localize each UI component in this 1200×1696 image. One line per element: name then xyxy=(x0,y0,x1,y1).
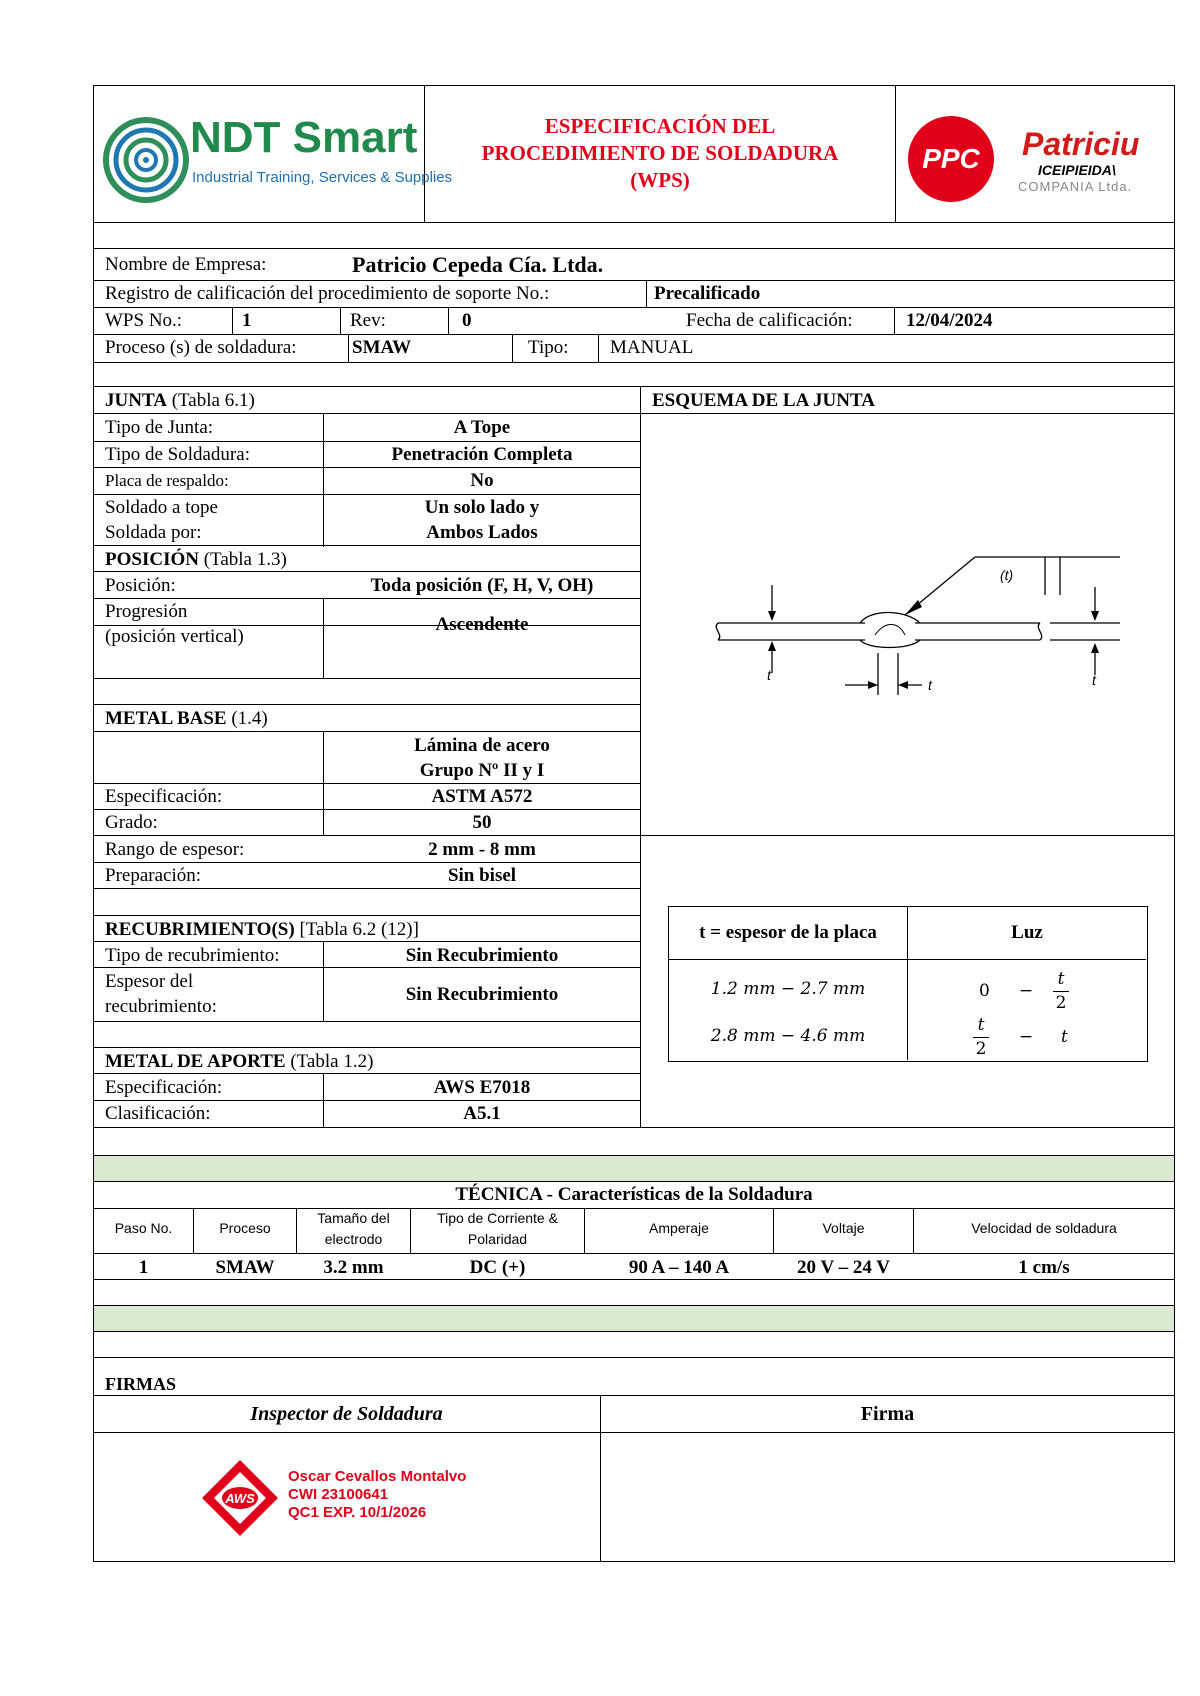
empresa-value: Patricio Cepeda Cía. Ltda. xyxy=(352,252,604,277)
gap-row2-luz-den: 2 xyxy=(975,1039,987,1059)
gap-row1-range: 1.2 mm − 2.7 mm xyxy=(710,979,866,999)
espesor-label-2: recubrimiento: xyxy=(105,996,217,1017)
recubrimiento-title xyxy=(105,918,419,942)
weld-symbol-label: (t) xyxy=(1000,567,1014,583)
document-title-line1: ESPECIFICACIÓN DEL xyxy=(544,114,776,138)
fecha-label: Fecha de calificación: xyxy=(686,310,853,331)
gap-table-col1: t = espesor de la placa xyxy=(699,922,877,943)
tipo-label: Tipo: xyxy=(528,337,569,358)
especificacion-base-value: ASTM A572 xyxy=(431,786,533,807)
especificacion-aporte-value: AWS E7018 xyxy=(433,1077,531,1098)
gap-row1-luz-op: − xyxy=(1019,981,1034,1001)
row-voltaje: 20 V – 24 V xyxy=(797,1257,890,1278)
soldado-value-1: Un solo lado y xyxy=(424,497,540,518)
tecnica-title xyxy=(93,1183,1175,1207)
junta-title xyxy=(105,389,255,413)
recubrimiento-title-main: RECUBRIMIENTO(S) xyxy=(105,919,295,940)
header-amperaje: Amperaje xyxy=(649,1220,709,1236)
clasificacion-value: A5.1 xyxy=(463,1103,501,1124)
metal-aporte-title-main: METAL DE APORTE xyxy=(105,1051,286,1072)
tipo-junta-value: A Tope xyxy=(453,417,511,438)
document-title-line2: PROCEDIMIENTO DE SOLDADURA xyxy=(481,141,839,165)
gap-label: t xyxy=(928,677,932,693)
posicion-label: Posición: xyxy=(105,575,176,596)
preparacion-value: Sin bisel xyxy=(447,865,517,886)
fecha-value: 12/04/2024 xyxy=(906,310,993,331)
stamp-qc1: QC1 EXP. 10/1/2026 xyxy=(288,1504,427,1521)
material-value-1: Lámina de acero xyxy=(414,735,550,756)
espesor-label-1: Espesor del xyxy=(105,971,194,992)
patricio-logo xyxy=(900,96,1172,214)
registro-value: Precalificado xyxy=(654,283,761,304)
metal-base-title-main: METAL BASE xyxy=(105,708,227,729)
material-value-2: Grupo Nº II y I xyxy=(419,760,545,781)
tipo-recubrimiento-label: Tipo de recubrimiento: xyxy=(105,945,280,966)
posicion-title xyxy=(105,548,287,572)
posicion-value: Toda posición (F, H, V, OH) xyxy=(370,575,594,596)
gap-row1-luz-den: 2 xyxy=(1055,993,1067,1013)
ndt-logo-tagline: Industrial Training, Services & Supplies xyxy=(192,169,453,186)
progresion-value: Ascendente xyxy=(435,614,529,635)
aws-seal-text: AWS xyxy=(225,1491,255,1506)
tecnica-title-main: TÉCNICA xyxy=(455,1184,542,1205)
tipo-value: MANUAL xyxy=(610,337,694,358)
gap-row1-luz-a: 0 xyxy=(979,981,990,1001)
shaded-row xyxy=(94,1306,1174,1331)
posicion-title-main: POSICIÓN xyxy=(105,549,199,570)
thickness-left-label: t xyxy=(767,667,771,683)
row-amperaje: 90 A – 140 A xyxy=(628,1257,730,1278)
grado-value: 50 xyxy=(472,812,492,833)
soldado-value-2: Ambos Lados xyxy=(426,522,538,543)
patricio-logo-name: Patriciu xyxy=(1022,126,1140,162)
row-tamano: 3.2 mm xyxy=(323,1257,384,1278)
registro-label: Registro de calificación del procedimiento de soporte No.: xyxy=(105,283,550,304)
proceso-label: Proceso (s) de soldadura: xyxy=(105,337,297,358)
tipo-junta-label: Tipo de Junta: xyxy=(105,417,214,438)
progresion-label-2: (posición vertical) xyxy=(105,626,244,647)
gap-row2-range: 2.8 mm − 4.6 mm xyxy=(710,1026,866,1046)
soldado-label-2: Soldada por: xyxy=(105,522,202,543)
header-proceso: Proceso xyxy=(219,1220,271,1236)
header-corriente-2: Polaridad xyxy=(467,1231,528,1247)
shaded-row xyxy=(94,1156,1174,1181)
metal-aporte-title-ref: (Tabla 1.2) xyxy=(285,1051,374,1072)
soldado-label-1: Soldado a tope xyxy=(105,497,218,518)
wps-value: 1 xyxy=(242,310,252,331)
tipo-recubrimiento-value: Sin Recubrimiento xyxy=(405,945,559,966)
rango-label: Rango de espesor: xyxy=(105,839,245,860)
header-tamano-2: electrodo xyxy=(324,1231,383,1247)
gap-row2-luz-b: t xyxy=(1061,1027,1068,1047)
rango-value: 2 mm - 8 mm xyxy=(428,839,536,860)
header-tamano-1: Tamaño del xyxy=(317,1210,390,1226)
tecnica-title-rest: - Características de la Soldadura xyxy=(541,1184,813,1205)
tipo-soldadura-label: Tipo de Soldadura: xyxy=(105,444,250,465)
row-velocidad: 1 cm/s xyxy=(1018,1257,1070,1278)
gap-table-col2: Luz xyxy=(1011,922,1043,943)
posicion-title-ref: (Tabla 1.3) xyxy=(198,549,287,570)
placa-value: No xyxy=(470,470,494,491)
header-voltaje: Voltaje xyxy=(822,1220,865,1236)
header-corriente-1: Tipo de Corriente & xyxy=(437,1210,558,1226)
placa-label: Placa de respaldo: xyxy=(105,471,229,490)
ndt-smart-logo xyxy=(96,105,453,205)
esquema-title: ESQUEMA DE LA JUNTA xyxy=(652,390,875,411)
recubrimiento-title-ref: [Tabla 6.2 (12)] xyxy=(294,919,419,940)
preparacion-label: Preparación: xyxy=(105,865,202,886)
gap-row2-luz-num: t xyxy=(977,1015,985,1035)
row-paso: 1 xyxy=(138,1257,149,1278)
row-proceso: SMAW xyxy=(215,1257,275,1278)
stamp-cwi: CWI 23100641 xyxy=(288,1486,389,1503)
patricio-logo-sub1: ICEIPIEIDA\ xyxy=(1038,162,1116,178)
especificacion-aporte-label: Especificación: xyxy=(105,1077,223,1098)
junta-title-main: JUNTA xyxy=(105,390,167,411)
metal-base-title-ref: (1.4) xyxy=(226,708,268,729)
metal-base-title xyxy=(105,707,268,731)
gap-row1-luz-num: t xyxy=(1057,969,1065,989)
especificacion-base-label: Especificación: xyxy=(105,786,223,807)
aws-seal-icon xyxy=(200,1458,280,1538)
inspector-stamp xyxy=(200,1458,490,1538)
row-corriente: DC (+) xyxy=(469,1257,526,1278)
firma-label: Firma xyxy=(860,1403,915,1425)
ppc-mark-text: PPC xyxy=(922,143,980,174)
ndt-logo-name: NDT Smart xyxy=(190,113,418,162)
inspector-label: Inspector de Soldadura xyxy=(250,1403,443,1425)
gap-row2-luz-op: − xyxy=(1019,1027,1034,1047)
joint-schematic xyxy=(700,545,1120,715)
firmas-title: FIRMAS xyxy=(105,1374,176,1394)
gap-table xyxy=(668,906,1148,1062)
clasificacion-label: Clasificación: xyxy=(105,1103,211,1124)
stamp-name: Oscar Cevallos Montalvo xyxy=(288,1468,467,1485)
header-paso: Paso No. xyxy=(114,1220,173,1236)
empresa-label: Nombre de Empresa: xyxy=(105,254,267,275)
proceso-value: SMAW xyxy=(352,337,412,358)
patricio-logo-sub2: COMPANIA Ltda. xyxy=(1018,179,1133,194)
espesor-value: Sin Recubrimiento xyxy=(405,984,559,1005)
wps-label: WPS No.: xyxy=(105,310,183,331)
progresion-label-1: Progresión xyxy=(105,601,188,622)
tipo-soldadura-value: Penetración Completa xyxy=(391,444,573,465)
junta-title-ref: (Tabla 6.1) xyxy=(166,390,255,411)
grado-label: Grado: xyxy=(105,812,158,833)
document-title-line3: (WPS) xyxy=(630,168,690,192)
metal-aporte-title xyxy=(105,1050,373,1074)
rev-label: Rev: xyxy=(350,310,386,331)
rev-value: 0 xyxy=(462,310,472,331)
thickness-right-label: t xyxy=(1092,672,1096,688)
header-velocidad: Velocidad de soldadura xyxy=(971,1220,1117,1236)
